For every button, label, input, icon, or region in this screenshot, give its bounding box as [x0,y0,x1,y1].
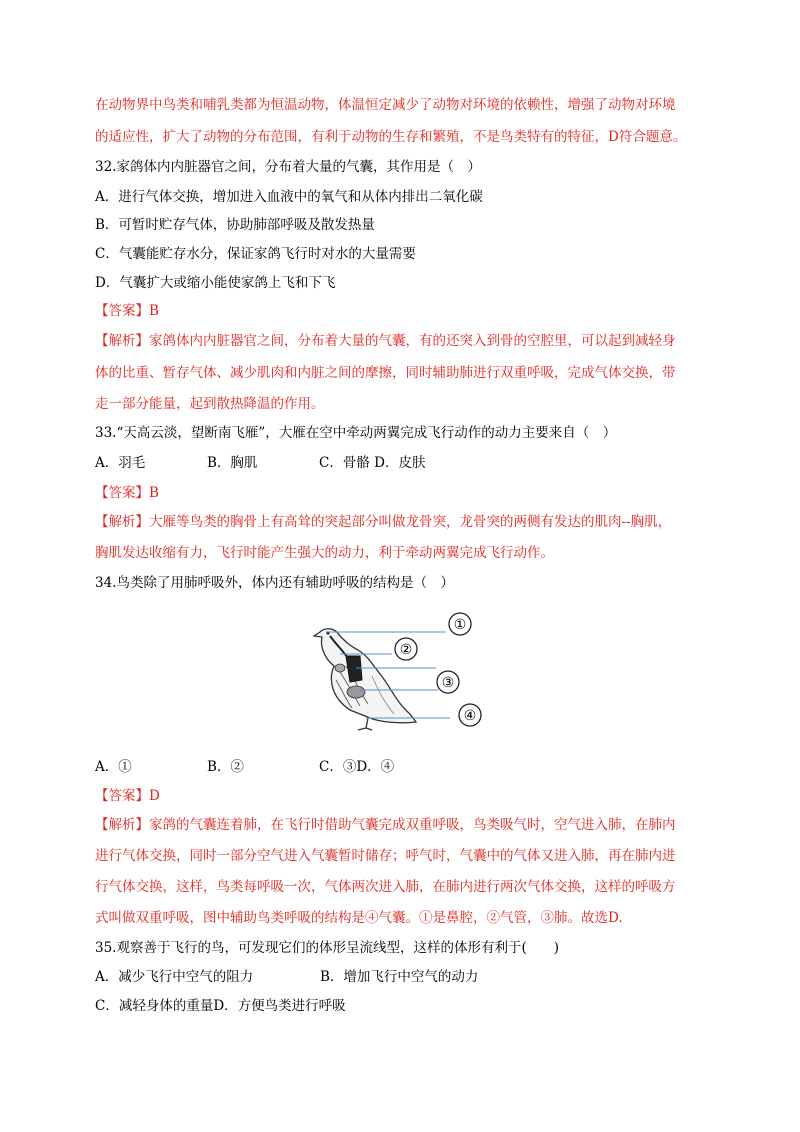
q35-option-a: A．减少飞行中空气的阻力 [95,969,254,985]
label-1 [449,613,471,635]
q33-question: 33.“天高云淡，望断南飞雁”，大雁在空中牵动两翼完成飞行动作的动力主要来自（ ） [95,425,617,441]
q34-option-cd: C．③D．④ [319,759,395,775]
q31-analysis-line-1: 在动物界中鸟类和哺乳类都为恒温动物，体温恒定减少了动物对环境的依赖性，增强了动物对环境 [95,97,676,113]
q34-analysis-line-4: 式叫做双重呼吸，图中辅助鸟类呼吸的结构是④气囊。①是鼻腔，②气管，③肺。故选D. [95,910,623,926]
q35-question: 35.观察善于飞行的鸟，可发现它们的体形呈流线型，这样的体形有利于( ) [95,940,560,956]
q34-question: 34.鸟类除了用肺呼吸外，体内还有辅助呼吸的结构是（ ） [95,575,454,591]
q33-answer: 【答案】B [95,485,159,501]
label-4 [459,704,481,726]
q33-options [95,453,425,473]
q35-options-ab [95,967,478,987]
q32-option-a: A．进行气体交换，增加进入血液中的氧气和从体内排出二氧化碳 [95,189,483,205]
pigeon-air-sac-diagram [310,606,500,734]
q32-question: 32.家鸽体内内脏器官之间，分布着大量的气囊，其作用是（ ） [95,159,481,175]
pigeon-illustration [310,606,500,734]
svg-text:①: ① [453,617,467,633]
q32-option-c: C．气囊能贮存水分，保证家鸽飞行时对水的大量需要 [95,246,416,262]
q32-option-d: D．气囊扩大或缩小能使家鸽上飞和下飞 [95,275,336,291]
q33-analysis-line-2: 胸肌发达收缩有力，飞行时能产生强大的动力，利于牵动两翼完成飞行动作。 [95,545,554,561]
q32-answer: 【答案】B [95,303,159,319]
q33-option-a: A．羽毛 [95,455,146,471]
q35-option-cd: C．减轻身体的重量D．方便鸟类进行呼吸 [95,998,346,1014]
q34-options [95,757,394,777]
svg-text:③: ③ [441,675,455,691]
q34-analysis-line-1: 【解析】家鸽的气囊连着肺，在飞行时借助气囊完成双重呼吸，鸟类吸气时，空气进入肺，在肺内 [95,817,676,833]
q32-analysis-line-3: 走一部分能量，起到散热降温的作用。 [95,396,325,412]
q32-option-b: B．可暂时贮存气体，协助肺部呼吸及散发热量 [95,217,375,233]
q33-option-cd: C．骨骼 D．皮肤 [319,455,426,471]
q34-option-b: B．② [207,759,244,775]
q34-analysis-line-2: 进行气体交换，同时一部分空气进入气囊暂时储存；呼气时，气囊中的气体又进入肺，再在肺内进 [95,848,676,864]
q32-analysis-line-2: 体的比重、暂存气体、减少肌肉和内脏之间的摩擦，同时辅助肺进行双重呼吸，完成气体交换，带 [95,365,676,381]
svg-text:④: ④ [463,708,477,724]
q31-analysis-line-2: 的适应性，扩大了动物的分布范围，有利于动物的生存和繁殖，不是鸟类特有的特征，D符合题意。 [95,129,687,145]
q34-analysis-line-3: 行气体交换，这样，鸟类每呼吸一次，气体两次进入肺，在肺内进行两次气体交换，这样的呼吸方 [95,879,676,895]
label-3 [437,671,459,693]
q33-analysis-line-1: 【解析】大雁等鸟类的胸骨上有高耸的突起部分叫做龙骨突，龙骨突的两侧有发达的肌肉--胸肌， [95,514,672,530]
q35-option-b: B．增加飞行中空气的动力 [320,969,479,985]
q34-option-a: A．① [95,759,132,775]
label-2 [395,638,417,660]
q34-answer: 【答案】D [95,788,160,804]
q33-option-b: B．胸肌 [207,455,258,471]
svg-text:②: ② [399,642,413,658]
q32-analysis-line-1: 【解析】家鸽体内内脏器官之间，分布着大量的气囊，有的还突入到骨的空腔里，可以起到减轻身 [95,333,676,349]
